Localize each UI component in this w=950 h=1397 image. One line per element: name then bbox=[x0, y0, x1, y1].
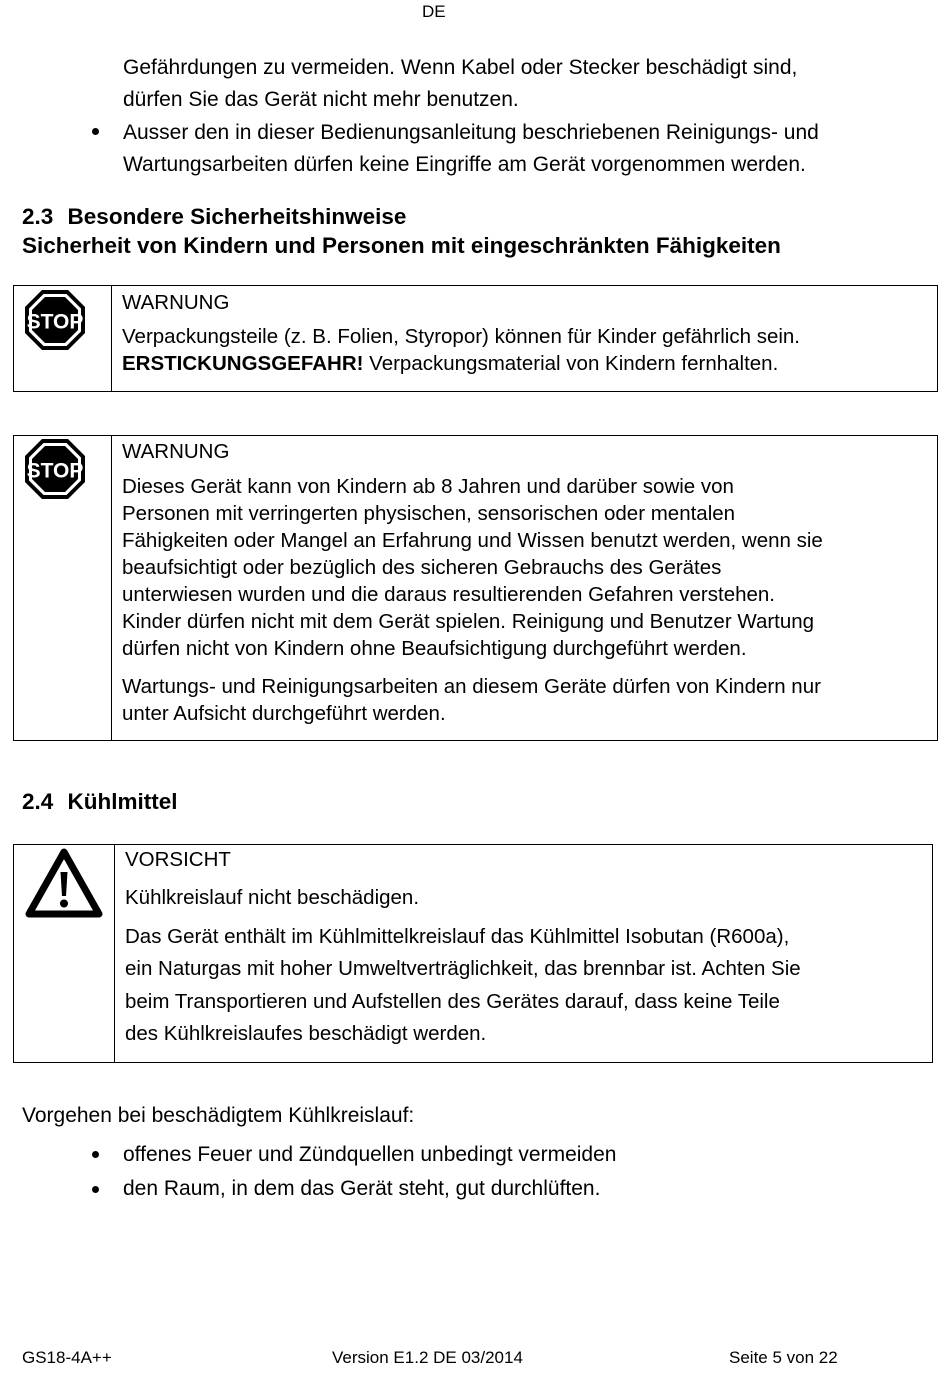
box-divider bbox=[111, 436, 112, 740]
section-title: Kühlmittel bbox=[67, 789, 178, 814]
footer-version: Version E1.2 DE 03/2014 bbox=[332, 1348, 523, 1367]
caution-label: VORSICHT bbox=[125, 848, 231, 871]
warning-text: Fähigkeiten oder Mangel an Erfahrung und Wissen benutzt werden, wenn sie bbox=[122, 529, 823, 552]
section-title: Besondere Sicherheitshinweise bbox=[67, 204, 407, 229]
warning-box bbox=[13, 435, 938, 741]
caution-text: des Kühlkreislaufes beschädigt werden. bbox=[125, 1022, 487, 1045]
warning-label: WARNUNG bbox=[122, 440, 230, 463]
warning-text: Wartungs- und Reinigungsarbeiten an diesem Geräte dürfen von Kindern nur bbox=[122, 675, 821, 698]
box-divider bbox=[111, 286, 112, 391]
intro-line: Gefährdungen zu vermeiden. Wenn Kabel oder Stecker beschädigt sind, bbox=[123, 56, 798, 79]
caution-content bbox=[125, 845, 801, 1051]
bullet-icon bbox=[92, 1151, 99, 1158]
caution-text: beim Transportieren und Aufstellen des Gerätes darauf, dass keine Teile bbox=[125, 989, 780, 1013]
caution-text: Kühlkreislauf nicht beschädigen. bbox=[125, 886, 420, 909]
section-number: 2.4 bbox=[22, 789, 54, 814]
warning-box bbox=[13, 285, 938, 392]
warning-content bbox=[122, 289, 800, 377]
warning-text: Dieses Gerät kann von Kindern ab 8 Jahren und darüber sowie von bbox=[122, 475, 734, 498]
stop-sign-icon bbox=[24, 438, 86, 500]
intro-bullet-line: Wartungsarbeiten dürfen keine Eingriffe am Gerät vorgenommen werden. bbox=[123, 153, 806, 176]
section-2-4-heading bbox=[22, 787, 178, 816]
procedure-heading: Vorgehen bei beschädigtem Kühlkreislauf: bbox=[22, 1104, 415, 1127]
section-2-3-subtitle: Sicherheit von Kindern und Personen mit eingeschränkten Fähigkeiten bbox=[22, 233, 781, 258]
caution-text: Das Gerät enthält im Kühlmittelkreislauf das Kühlmittel Isobutan (R600a), bbox=[125, 924, 790, 948]
stop-sign-icon bbox=[24, 289, 86, 351]
warning-label: WARNUNG bbox=[122, 291, 230, 314]
caution-text: ein Naturgas mit hoher Umweltverträglichkeit, das brennbar ist. Achten Sie bbox=[125, 957, 801, 980]
warning-text: Personen mit verringerten physischen, sensorischen oder mentalen bbox=[122, 502, 736, 525]
warning-text: dürfen nicht von Kindern ohne Beaufsichtigung durchgeführt werden. bbox=[122, 637, 747, 660]
warning-text: beaufsichtigt oder bezüglich des sicheren Gebrauchs des Gerätes bbox=[122, 556, 722, 579]
footer-model: GS18-4A++ bbox=[22, 1348, 112, 1367]
caution-box bbox=[13, 844, 933, 1063]
intro-continuation bbox=[123, 52, 797, 116]
section-2-3-heading bbox=[22, 202, 406, 231]
procedure-item: offenes Feuer und Zündquellen unbedingt vermeiden bbox=[123, 1143, 617, 1166]
procedure-item: den Raum, in dem das Gerät steht, gut durchlüften. bbox=[123, 1177, 601, 1200]
svg-text:STOP: STOP bbox=[26, 459, 84, 483]
footer-page-number: Seite 5 von 22 bbox=[729, 1348, 838, 1367]
bullet-icon bbox=[92, 1186, 99, 1193]
intro-bullet-line: Ausser den in dieser Bedienungsanleitung beschriebenen Reinigungs- und bbox=[123, 121, 819, 144]
section-number: 2.3 bbox=[22, 204, 54, 229]
svg-text:STOP: STOP bbox=[26, 310, 84, 334]
box-divider bbox=[114, 845, 115, 1062]
language-code: DE bbox=[422, 2, 446, 21]
intro-bullet bbox=[123, 117, 819, 181]
warning-triangle-icon bbox=[25, 848, 103, 920]
warning-text-rest: Verpackungsmaterial von Kindern fernhalten. bbox=[363, 352, 779, 375]
warning-text bbox=[122, 350, 800, 377]
warning-text: unter Aufsicht durchgeführt werden. bbox=[122, 702, 446, 725]
warning-text: Verpackungsteile (z. B. Folien, Styropor) können für Kinder gefährlich sein. bbox=[122, 325, 800, 348]
warning-text: Kinder dürfen nicht mit dem Gerät spielen. Reinigung und Benutzer Wartung bbox=[122, 610, 815, 633]
warning-text: unterwiesen wurden und die daraus resultierenden Gefahren verstehen. bbox=[122, 583, 775, 606]
intro-line: dürfen Sie das Gerät nicht mehr benutzen. bbox=[123, 88, 519, 111]
warning-emphasis: ERSTICKUNGSGEFAHR! bbox=[122, 352, 364, 375]
bullet-icon bbox=[92, 128, 99, 135]
warning-content bbox=[122, 438, 823, 727]
